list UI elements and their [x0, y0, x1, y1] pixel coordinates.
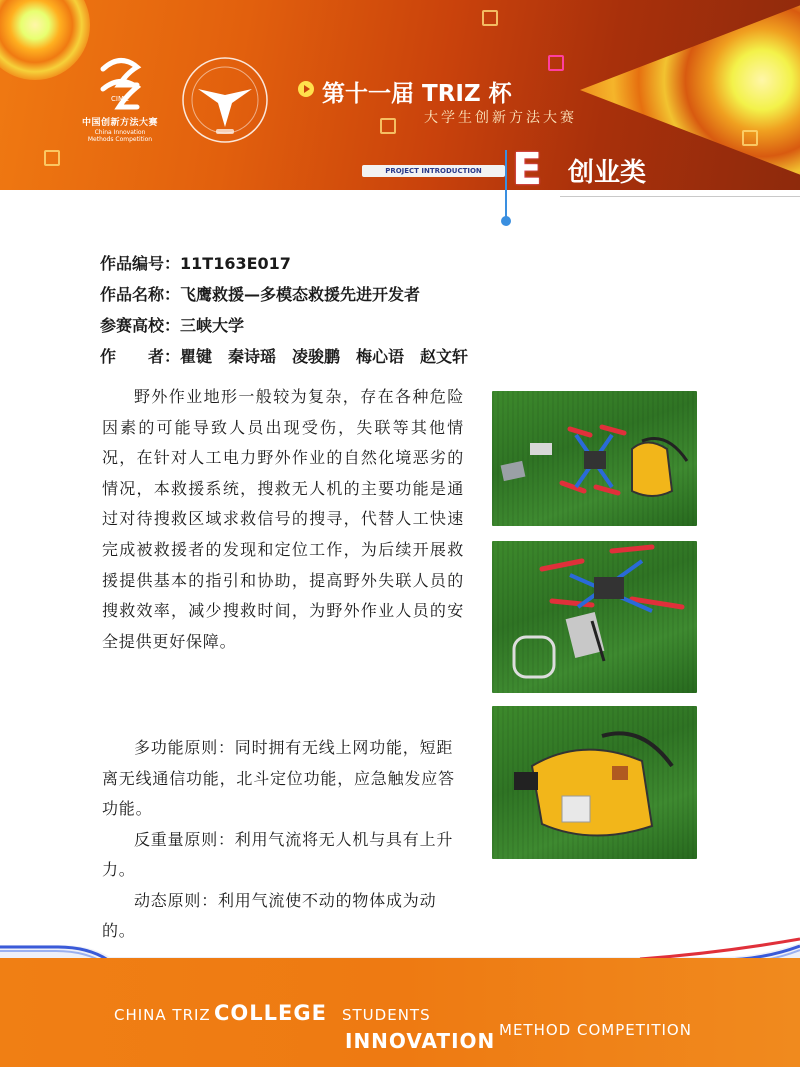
- title-main: 第十一届 TRIZ 杯: [322, 81, 512, 107]
- principle-item: 反重量原则：利用气流将无人机与具有上升力。: [102, 829, 454, 879]
- divider-line: [505, 150, 507, 220]
- decorative-square: [548, 55, 564, 71]
- category-letter: E: [512, 144, 543, 190]
- category-label: 创业类: [568, 158, 647, 188]
- decorative-square: [742, 130, 758, 146]
- drone-photo-1: [492, 391, 697, 526]
- decorative-square: [482, 10, 498, 26]
- page-header: [0, 0, 800, 190]
- decorative-square: [380, 118, 396, 134]
- divider-dot: [501, 216, 511, 226]
- decorative-square: [44, 150, 60, 166]
- competition-badge: [180, 55, 270, 145]
- info-row-school: 参赛高校：三峡大学: [100, 316, 245, 335]
- info-row-authors: 作 者：瞿键 秦诗瑶 凌骏鹏 梅心语 赵文轩: [100, 347, 469, 366]
- footer-text: STUDENTS: [342, 1006, 431, 1024]
- play-icon: [298, 81, 314, 97]
- drone-image-icon: [492, 391, 697, 526]
- logo-en-text: China Innovation Methods Competition: [87, 129, 153, 143]
- rescue-bag-image-icon: [492, 706, 697, 859]
- svg-text:CIMC: CIMC: [111, 95, 129, 103]
- triz-eagle-badge-icon: [180, 55, 270, 145]
- project-description: 野外作业地形一般较为复杂，存在各种危险因素的可能导致人员出现受伤，失联等其他情况，在针对人工电力野外作业的自然化境恶劣的情况，本救援系统，搜救无人机的主要功能是通过对待搜救区域求救信号的搜寻，代替人工快速完成被救援者的发现和定位工作，为后续开展救援提供基本的指引和协助，提高野外失联人员的搜救效率，减少搜救时间，为野外作业人员的安全提供更好保障。: [102, 387, 464, 651]
- drone-photo-2: [492, 541, 697, 693]
- rescue-bag-photo: [492, 706, 697, 859]
- info-row-id: 作品编号：11T163E017: [100, 254, 291, 273]
- drone-image-icon: [492, 541, 697, 693]
- info-row-name: 作品名称：飞鹰救援—多模态救援先进开发者: [100, 285, 421, 304]
- cimc-logo: [80, 55, 160, 143]
- project-info: [100, 254, 468, 378]
- principles-list: [102, 733, 464, 947]
- principle-item: 动态原则：利用气流使不动的物体成为动的。: [102, 890, 437, 940]
- footer-text: METHOD COMPETITION: [499, 1021, 692, 1039]
- divider-line: [560, 196, 800, 197]
- footer-text-bold: INNOVATION: [345, 1029, 496, 1053]
- project-introduction-label: PROJECT INTRODUCTION: [362, 165, 505, 177]
- footer-text-bold: COLLEGE: [214, 1001, 327, 1025]
- logo-cn-text: 中国创新方法大赛: [81, 118, 158, 128]
- principle-item: 多功能原则：同时拥有无线上网功能，短距离无线通信功能，北斗定位功能，应急触发应答功能。: [102, 738, 455, 818]
- footer-text: CHINA TRIZ: [114, 1006, 211, 1024]
- cimc-emblem-icon: [97, 55, 143, 113]
- title-sub: 大学生创新方法大赛: [424, 110, 577, 126]
- decorative-ring: [0, 0, 90, 80]
